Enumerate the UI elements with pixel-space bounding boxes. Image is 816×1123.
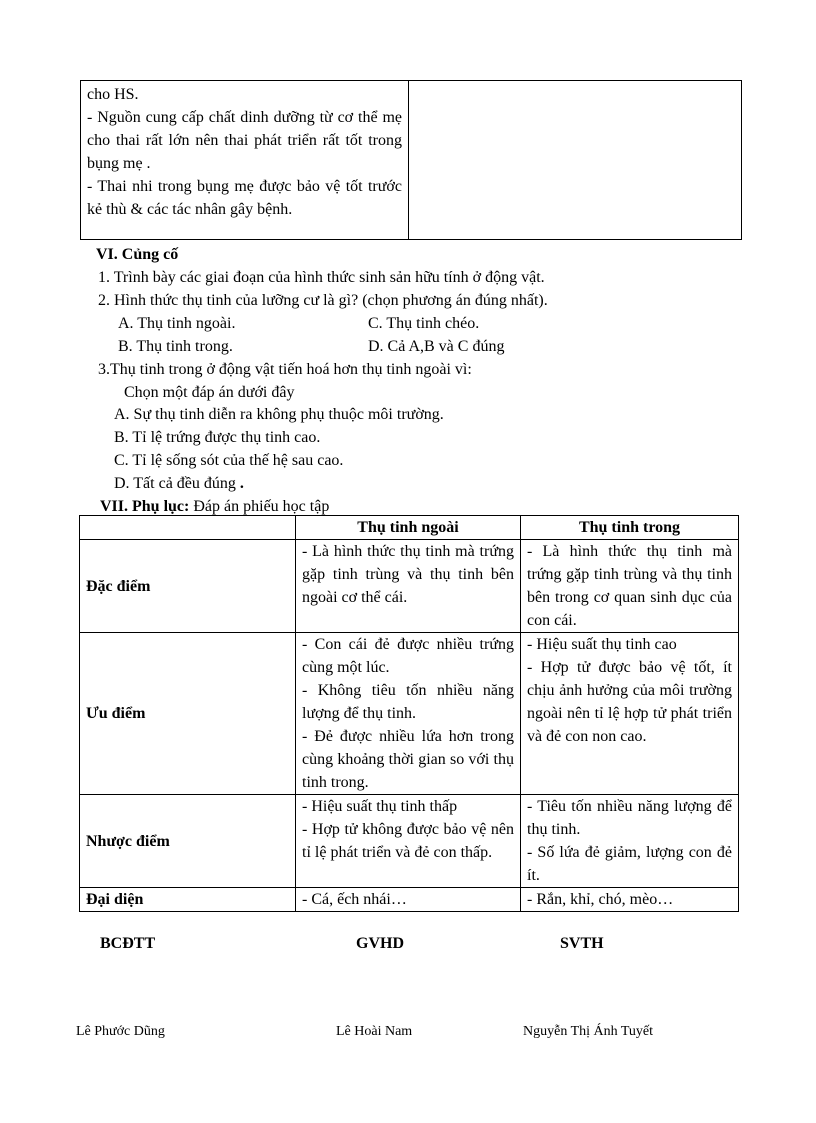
q2-option-b: B. Thụ tinh trong. (118, 338, 233, 355)
continuation-line: - Thai nhi trong bụng mẹ được bảo vệ tốt trước kẻ thù & các tác nhân gây bệnh. (87, 178, 402, 218)
header-internal-fertilization: Thụ tinh trong (521, 516, 739, 540)
section-6-heading: VI. Củng cố (96, 246, 179, 263)
cell-line: - Không tiêu tốn nhiều năng lượng để thụ tinh. (302, 682, 514, 722)
continuation-table (80, 80, 742, 240)
answer-table (79, 515, 739, 912)
continuation-line: - Nguồn cung cấp chất dinh dưỡng từ cơ thể mẹ cho thai rất lớn nên thai phát triển rất tốt trong bụng mẹ . (87, 109, 402, 172)
table-row (80, 540, 739, 633)
signature-role-bcdtt: BCĐTT (100, 935, 156, 952)
cell-external (296, 540, 521, 633)
cell-line: - Là hình thức thụ tinh mà trứng gặp tinh trùng và thụ tinh bên ngoài cơ thể cái. (302, 543, 514, 606)
signature-name-2: Lê Hoài Nam (336, 1024, 413, 1039)
q2-option-c: C. Thụ tinh chéo. (368, 315, 480, 332)
cell-line: - Cá, ếch nhái… (302, 891, 407, 908)
q3-option-d-dot: . (239, 475, 244, 492)
q3-option-d-text: D. Tất cả đều đúng (114, 475, 240, 492)
continuation-cell-left (81, 81, 409, 239)
cell-external (296, 633, 521, 795)
row-label-advantages: Ưu điểm (80, 633, 296, 795)
cell-line: - Hiệu suất thụ tinh cao (527, 636, 677, 653)
continuation-line: cho HS. (87, 86, 139, 103)
q3-option-a: A. Sự thụ tinh diễn ra không phụ thuộc môi trường. (114, 406, 444, 423)
cell-line: - Hiệu suất thụ tinh thấp (302, 798, 458, 815)
question-2: 2. Hình thức thụ tinh của lưỡng cư là gì? (chọn phương án đúng nhất). (98, 292, 548, 309)
cell-internal (521, 888, 739, 912)
row-label-representatives: Đại diện (80, 888, 296, 912)
cell-line: - Con cái đẻ được nhiều trứng cùng một lúc. (302, 636, 514, 676)
cell-external (296, 795, 521, 888)
cell-line: - Hợp tử không được bảo vệ nên tỉ lệ phát triển và đẻ con thấp. (302, 821, 514, 861)
q3-option-b: B. Tỉ lệ trứng được thụ tinh cao. (114, 429, 321, 446)
q2-option-d: D. Cả A,B và C đúng (368, 338, 505, 355)
question-1: 1. Trình bày các giai đoạn của hình thức sinh sản hữu tính ở động vật. (98, 269, 545, 286)
q3-option-d (114, 472, 244, 495)
section-7-title: VII. Phụ lục: (100, 498, 190, 515)
row-label-characteristics: Đặc điểm (80, 540, 296, 633)
cell-line: - Rắn, khỉ, chó, mèo… (527, 891, 674, 908)
table-row (80, 795, 739, 888)
table-row (80, 633, 739, 795)
section-7-subtitle: Đáp án phiếu học tập (189, 498, 330, 515)
table-header-row (80, 516, 739, 540)
table-row (80, 888, 739, 912)
cell-internal (521, 540, 739, 633)
signature-role-svth: SVTH (560, 935, 604, 952)
signature-name-3: Nguyễn Thị Ánh Tuyết (523, 1024, 654, 1039)
cell-line: - Số lứa đẻ giảm, lượng con đẻ ít. (527, 844, 732, 884)
header-empty (80, 516, 296, 540)
signature-role-gvhd: GVHD (356, 935, 404, 952)
row-label-disadvantages: Nhược điểm (80, 795, 296, 888)
cell-internal (521, 795, 739, 888)
question-3: 3.Thụ tinh trong ở động vật tiến hoá hơn thụ tinh ngoài vì: (98, 361, 472, 378)
cell-line: - Tiêu tốn nhiều năng lượng để thụ tinh. (527, 798, 732, 838)
cell-external (296, 888, 521, 912)
cell-internal (521, 633, 739, 795)
signature-name-1: Lê Phước Dũng (76, 1024, 165, 1039)
q3-prompt: Chọn một đáp án dưới đây (124, 384, 295, 401)
cell-line: - Hợp tử được bảo vệ tốt, ít chịu ảnh hưởng của môi trường ngoài nên tỉ lệ hợp tử phát triển và đẻ con non cao. (527, 659, 732, 745)
q2-option-a: A. Thụ tinh ngoài. (118, 315, 236, 332)
header-external-fertilization: Thụ tinh ngoài (296, 516, 521, 540)
cell-line: - Đẻ được nhiều lứa hơn trong cùng khoảng thời gian so với thụ tinh trong. (302, 728, 514, 791)
cell-line: - Là hình thức thụ tinh mà trứng gặp tinh trùng và thụ tinh bên trong cơ quan sinh dục của con cái. (527, 543, 732, 629)
q3-option-c: C. Tỉ lệ sống sót của thế hệ sau cao. (114, 452, 344, 469)
